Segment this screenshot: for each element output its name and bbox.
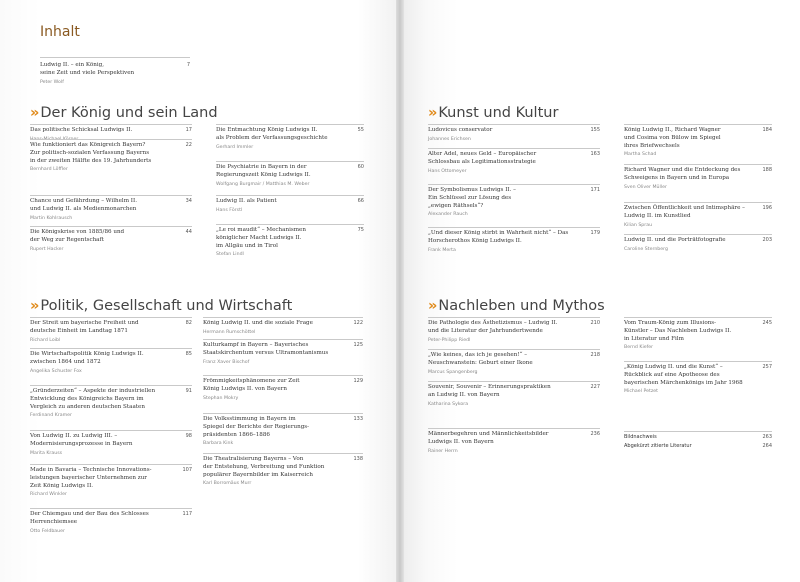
book-gutter <box>396 0 404 582</box>
page-title: Inhalt <box>40 24 80 40</box>
entry-author: Katharina Sykora <box>428 401 469 407</box>
toc-entry[interactable] <box>624 167 772 191</box>
entry-author: Franz Xaver Bischof <box>203 359 250 365</box>
entry-title: „König Ludwig II. und die Kunst“ – Rückblick auf eine Apotheose des bayerischen Märchenkönigs im Jahr 1968 <box>624 364 743 386</box>
entry-author: Alexander Rauch <box>428 212 468 218</box>
entry-author: Stephan Mokry <box>203 395 239 401</box>
entry-page: 179 <box>590 230 600 236</box>
divider <box>30 430 192 431</box>
entry-page: 210 <box>590 320 600 326</box>
entry-author: Hans Förstl <box>216 207 243 213</box>
entry-author: Martha Schad <box>624 152 657 158</box>
divider <box>428 381 600 382</box>
entry-page: 55 <box>357 127 364 133</box>
toc-entry[interactable] <box>203 320 363 336</box>
toc-entry[interactable] <box>203 378 363 402</box>
divider <box>40 57 190 58</box>
divider <box>624 431 772 432</box>
entry-author: Otto Feldbauer <box>30 528 65 534</box>
entry-page: 7 <box>186 62 190 68</box>
divider <box>203 339 363 340</box>
divider <box>624 164 772 165</box>
entry-title: Die Volksstimmung in Bayern im Spiegel der Berichte der Regierungs- präsidenten 1866–1886 <box>203 416 310 438</box>
toc-entry[interactable] <box>428 230 600 254</box>
entry-page: 163 <box>590 151 600 157</box>
entry-page: 203 <box>762 237 772 243</box>
toc-entry[interactable] <box>428 187 600 218</box>
entry-page: 122 <box>353 320 363 326</box>
entry-page: 98 <box>185 433 192 439</box>
toc-entry[interactable] <box>428 352 600 376</box>
toc-entry[interactable] <box>216 127 364 151</box>
entry-author: Johannes Erichsen <box>428 136 471 142</box>
chevron-icon: » <box>30 105 37 121</box>
entry-title: Ludwig II. als Patient <box>216 198 277 204</box>
divider <box>428 184 600 185</box>
divider <box>30 317 192 318</box>
entry-title: Abgekürzt zitierte Literatur <box>624 443 692 449</box>
entry-author: Bernhard Löffler <box>30 167 68 173</box>
entry-author: Michael Petzet <box>624 389 659 395</box>
entry-author: Wolfgang Burgmair / Matthias M. Weber <box>216 181 310 187</box>
entry-title: Souvenir, Souvenir – Erinnerungspraktiken an Ludwig II. von Bayern <box>428 384 551 398</box>
entry-page: 257 <box>762 364 772 370</box>
entry-title: Die Königskrise von 1885/86 und der Weg zur Regentschaft <box>30 229 125 243</box>
entry-title: Zwischen Öffentlichkeit und Intimsphäre – Ludwig II. im Kunstlied <box>624 205 745 219</box>
divider <box>428 428 600 429</box>
chevron-icon: » <box>30 298 37 314</box>
entry-author: Ferdinand Kramer <box>30 413 72 419</box>
toc-entry[interactable] <box>624 434 772 441</box>
divider <box>30 195 192 196</box>
entry-page: 218 <box>590 352 600 358</box>
toc-entry[interactable] <box>30 127 192 143</box>
entry-page: 263 <box>762 434 772 440</box>
toc-entry[interactable] <box>203 342 363 366</box>
toc-entry[interactable] <box>428 384 600 408</box>
toc-entry[interactable] <box>216 227 364 258</box>
entry-title: Bildnachweis <box>624 434 657 440</box>
entry-author: Karl Borromäus Murr <box>203 481 252 487</box>
entry-author: Bernd Kiefer <box>624 345 654 351</box>
entry-author: Rupert Hacker <box>30 246 64 252</box>
toc-entry[interactable] <box>30 467 192 498</box>
toc-entry[interactable] <box>624 364 772 395</box>
entry-author: Hans Ottomeyer <box>428 168 467 174</box>
entry-page: 188 <box>762 167 772 173</box>
entry-author: Caroline Sternberg <box>624 246 668 252</box>
entry-page: 22 <box>185 142 192 148</box>
entry-page: 107 <box>182 467 192 473</box>
divider <box>30 508 192 509</box>
entry-page: 91 <box>185 388 192 394</box>
section-title-koenig: » Der König und sein Land <box>30 105 218 121</box>
entry-title: Das politische Schicksal Ludwigs II. <box>30 127 133 133</box>
toc-entry[interactable] <box>216 198 364 214</box>
toc-entry[interactable] <box>40 62 190 86</box>
entry-title: Die Wirtschaftspolitik König Ludwigs II. zwischen 1864 und 1872 <box>30 351 144 365</box>
divider <box>428 349 600 350</box>
divider <box>428 148 600 149</box>
divider <box>30 385 192 386</box>
toc-entry[interactable] <box>624 237 772 253</box>
entry-title: Die Entmachtung König Ludwigs II. als Problem der Verfassungsgeschichte <box>216 127 328 141</box>
toc-entry[interactable] <box>428 320 600 344</box>
entry-title: Kulturkampf in Bayern – Bayerisches Staatskirchentum versus Ultramontanismus <box>203 342 329 356</box>
section-title-nachleben: » Nachleben und Mythos <box>428 298 605 314</box>
entry-page: 82 <box>185 320 192 326</box>
divider <box>203 413 363 414</box>
entry-page: 129 <box>353 378 363 384</box>
divider <box>203 375 363 376</box>
entry-author: Stefan Lindl <box>216 252 244 258</box>
toc-entry[interactable] <box>30 388 192 419</box>
entry-page: 227 <box>590 384 600 390</box>
entry-author: Hermann Rumschöttel <box>203 329 256 335</box>
entry-page: 66 <box>357 198 364 204</box>
divider <box>30 226 192 227</box>
divider <box>30 348 192 349</box>
entry-page: 196 <box>762 205 772 211</box>
divider <box>216 161 364 162</box>
entry-title: Made in Bavaria – Technische Innovations- leistungen bayerischer Unternehmen zur Zeit König Ludwigs II. <box>30 467 152 489</box>
entry-page: 125 <box>353 342 363 348</box>
entry-title: Wie funktioniert das Königreich Bayern? Zur politisch-sozialen Verfassung Bayerns in der zweiten Hälfte des 19. Jahrhunderts <box>30 142 152 164</box>
section-title-politik: » Politik, Gesellschaft und Wirtschaft <box>30 298 293 314</box>
divider <box>30 124 192 125</box>
entry-author: Gerhard Immler <box>216 144 254 150</box>
entry-title: Die Theatralisierung Bayerns – Von der Entstehung, Verbreitung und Funktion populärer Bayernbilder im Kaiserreich <box>203 456 325 478</box>
divider <box>624 234 772 235</box>
divider <box>428 227 600 228</box>
entry-author: Barbara Kink <box>203 441 234 447</box>
entry-author: Richard Winkler <box>30 492 67 498</box>
entry-page: 133 <box>353 416 363 422</box>
entry-author: Marcus Spangenberg <box>428 369 478 375</box>
toc-entry[interactable] <box>216 164 364 188</box>
toc-entry[interactable] <box>428 151 600 175</box>
entry-page: 75 <box>357 227 364 233</box>
entry-title: Vom Traum-König zum Illusions- Künstler – Das Nachleben Ludwigs II. in Literatur und Film <box>624 320 732 342</box>
divider <box>216 195 364 196</box>
divider <box>30 139 192 140</box>
entry-title: „Le roi maudit“ – Mechanismen königlicher Macht Ludwigs II. im Allgäu und in Tirol <box>216 227 306 249</box>
entry-title: Frömmigkeitsphänomene zur Zeit König Ludwigs II. von Bayern <box>203 378 300 392</box>
toc-entry[interactable] <box>30 351 192 375</box>
entry-title: „Gründerzeiten“ – Aspekte der industriellen Entwicklung des Königreichs Bayern im Vergleich zu anderen deutschen Staaten <box>30 388 156 410</box>
entry-author: Rainer Herrn <box>428 448 458 454</box>
chevron-icon: » <box>428 105 435 121</box>
entry-title: Von Ludwig II. zu Ludwig III. – Modernisierungsprozesse in Bayern <box>30 433 133 447</box>
entry-author: Peter-Philipp Riedl <box>428 337 471 343</box>
entry-page: 44 <box>185 229 192 235</box>
divider <box>203 317 363 318</box>
entry-author: Martin Kohlrausch <box>30 215 73 221</box>
entry-title: Ludwig II. und die Porträtfotografie <box>624 237 726 243</box>
entry-title: König Ludwig II. und die soziale Frage <box>203 320 313 326</box>
toc-entry[interactable] <box>624 443 772 450</box>
entry-page: 138 <box>353 456 363 462</box>
entry-title: Die Pathologie des Ästhetizismus – Ludwig II. und die Literatur der Jahrhundertwende <box>428 320 558 334</box>
section-title-kunst: » Kunst und Kultur <box>428 105 559 121</box>
entry-title: „Und dieser König stirbt in Wahrheit nicht“ – Das Horscherothos König Ludwigs II. <box>428 230 569 244</box>
chevron-icon: » <box>428 298 435 314</box>
entry-page: 17 <box>185 127 192 133</box>
toc-entry[interactable] <box>428 127 600 143</box>
divider <box>428 124 600 125</box>
entry-title: Chance und Gefährdung – Wilhelm II. und Ludwig II. als Medienmonarchen <box>30 198 137 212</box>
entry-author: Richard Loibl <box>30 337 61 343</box>
divider <box>216 124 364 125</box>
entry-author: Frank Merta <box>428 247 456 253</box>
divider <box>624 317 772 318</box>
entry-title: Alter Adel, neues Geld – Europäischer Schlossbau als Legitimationsstrategie <box>428 151 537 165</box>
toc-entry[interactable] <box>30 511 192 535</box>
divider <box>624 124 772 125</box>
divider <box>624 361 772 362</box>
toc-entry[interactable] <box>30 142 192 173</box>
divider <box>216 224 364 225</box>
toc-entry[interactable] <box>624 320 772 351</box>
toc-entry[interactable] <box>30 198 192 222</box>
entry-page: 155 <box>590 127 600 133</box>
entry-author: Peter Wolf <box>40 79 64 85</box>
toc-entry[interactable] <box>30 320 192 344</box>
entry-author: Marita Krauss <box>30 450 63 456</box>
toc-entry[interactable] <box>30 433 192 457</box>
entry-author: Sven Oliver Müller <box>624 184 667 190</box>
entry-page: 264 <box>762 443 772 449</box>
entry-title: „Wie keines, das ich je gesehen!“ – Neuschwanstein: Geburt einer Ikone <box>428 352 533 366</box>
entry-page: 236 <box>590 431 600 437</box>
entry-page: 245 <box>762 320 772 326</box>
toc-entry[interactable] <box>624 127 772 158</box>
entry-title: König Ludwig II., Richard Wagner und Cosima von Bülow im Spiegel ihres Briefwechsels <box>624 127 721 149</box>
entry-author: Kilian Sprau <box>624 222 653 228</box>
entry-title: Männerbegehren und Männlichkeitsbilder Ludwigs II. von Bayern <box>428 431 549 445</box>
entry-page: 34 <box>185 198 192 204</box>
toc-entry[interactable] <box>203 416 363 447</box>
toc-entry[interactable] <box>30 229 192 253</box>
entry-title: Ludovicus conservator <box>428 127 493 133</box>
divider <box>624 202 772 203</box>
entry-page: 184 <box>762 127 772 133</box>
entry-title: Der Streit um bayerische Freiheit und deutsche Einheit im Landtag 1871 <box>30 320 139 334</box>
entry-page: 171 <box>590 187 600 193</box>
entry-title: Die Psychiatrie in Bayern in der Regierungszeit König Ludwigs II. <box>216 164 311 178</box>
toc-entry[interactable] <box>428 431 600 455</box>
entry-page: 117 <box>182 511 192 517</box>
entry-page: 60 <box>357 164 364 170</box>
divider <box>428 317 600 318</box>
divider <box>203 453 363 454</box>
entry-title: Ludwig II. – ein König, seine Zeit und viele Perspektiven <box>40 62 135 76</box>
entry-author: Angelika Schuster Fox <box>30 368 82 374</box>
right-page <box>402 0 800 582</box>
divider <box>30 464 192 465</box>
entry-page: 85 <box>185 351 192 357</box>
toc-entry[interactable] <box>624 205 772 229</box>
entry-title: Der Symbolismus Ludwigs II. – Ein Schlüssel zur Lösung des „ewigen Räthsels“? <box>428 187 516 209</box>
toc-entry[interactable] <box>203 456 363 487</box>
entry-title: Der Chiemgau und der Bau des Schlosses Herrenchiemsee <box>30 511 149 525</box>
entry-title: Richard Wagner und die Entdeckung des Schweigens in Bayern und in Europa <box>624 167 741 181</box>
